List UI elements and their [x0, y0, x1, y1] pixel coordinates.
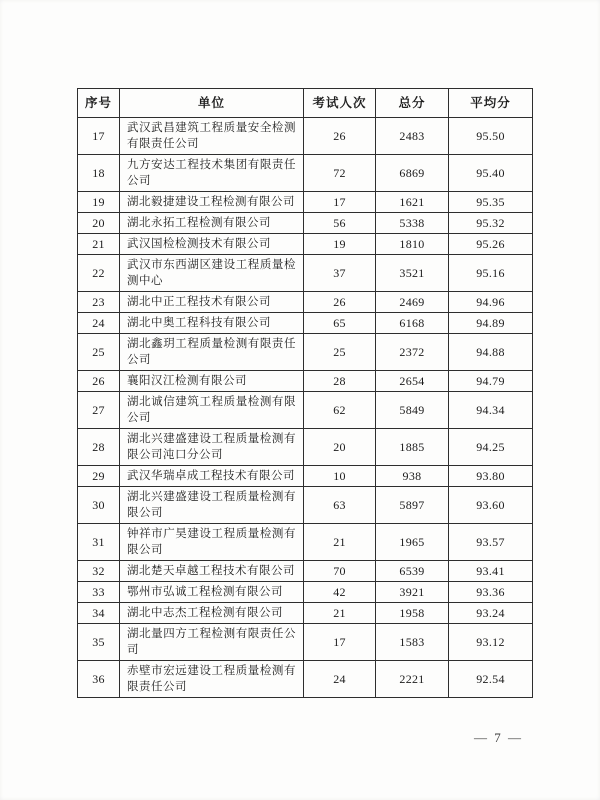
cell-total-score: 1885 [376, 429, 449, 466]
cell-unit: 武汉华瑞卓成工程技术有限公司 [120, 466, 304, 487]
header-total-score: 总分 [376, 89, 449, 118]
cell-exam-count: 62 [304, 392, 376, 429]
table-row [78, 118, 533, 155]
cell-total-score: 5897 [376, 487, 449, 524]
cell-index: 36 [78, 661, 120, 698]
cell-total-score: 2654 [376, 371, 449, 392]
cell-unit: 九方安达工程技术集团有限责任公司 [120, 155, 304, 192]
cell-index: 34 [78, 603, 120, 624]
cell-index: 24 [78, 313, 120, 334]
cell-index: 31 [78, 524, 120, 561]
cell-average-score: 95.35 [449, 192, 533, 213]
cell-exam-count: 20 [304, 429, 376, 466]
cell-index: 28 [78, 429, 120, 466]
cell-index: 32 [78, 561, 120, 582]
cell-exam-count: 21 [304, 524, 376, 561]
cell-unit: 湖北兴建盛建设工程质量检测有限公司沌口分公司 [120, 429, 304, 466]
cell-average-score: 93.36 [449, 582, 533, 603]
cell-average-score: 94.34 [449, 392, 533, 429]
cell-average-score: 94.25 [449, 429, 533, 466]
cell-exam-count: 26 [304, 292, 376, 313]
cell-index: 26 [78, 371, 120, 392]
cell-unit: 武汉国检检测技术有限公司 [120, 234, 304, 255]
cell-total-score: 3921 [376, 582, 449, 603]
cell-total-score: 1583 [376, 624, 449, 661]
cell-exam-count: 65 [304, 313, 376, 334]
cell-total-score: 5849 [376, 392, 449, 429]
cell-total-score: 1958 [376, 603, 449, 624]
cell-unit: 湖北中志杰工程检测有限公司 [120, 603, 304, 624]
cell-average-score: 93.41 [449, 561, 533, 582]
cell-unit: 襄阳汉江检测有限公司 [120, 371, 304, 392]
cell-average-score: 93.60 [449, 487, 533, 524]
cell-exam-count: 10 [304, 466, 376, 487]
table-row [78, 661, 533, 698]
cell-total-score: 1621 [376, 192, 449, 213]
cell-index: 27 [78, 392, 120, 429]
table-row [78, 561, 533, 582]
cell-index: 30 [78, 487, 120, 524]
cell-index: 20 [78, 213, 120, 234]
table-row [78, 624, 533, 661]
cell-total-score: 6869 [376, 155, 449, 192]
cell-unit: 湖北诚信建筑工程质量检测有限公司 [120, 392, 304, 429]
cell-exam-count: 28 [304, 371, 376, 392]
table-row [78, 334, 533, 371]
cell-total-score: 6168 [376, 313, 449, 334]
cell-index: 21 [78, 234, 120, 255]
cell-average-score: 92.54 [449, 661, 533, 698]
table-row [78, 392, 533, 429]
cell-exam-count: 37 [304, 255, 376, 292]
cell-index: 17 [78, 118, 120, 155]
table-row [78, 155, 533, 192]
table-row [78, 255, 533, 292]
score-table [77, 88, 533, 698]
cell-unit: 湖北中奥工程科技有限公司 [120, 313, 304, 334]
cell-unit: 鄂州市弘诚工程检测有限公司 [120, 582, 304, 603]
cell-index: 23 [78, 292, 120, 313]
cell-total-score: 2372 [376, 334, 449, 371]
cell-unit: 武汉市东西湖区建设工程质量检测中心 [120, 255, 304, 292]
cell-exam-count: 25 [304, 334, 376, 371]
cell-total-score: 5338 [376, 213, 449, 234]
cell-total-score: 2483 [376, 118, 449, 155]
cell-index: 18 [78, 155, 120, 192]
cell-unit: 湖北毅捷建设工程检测有限公司 [120, 192, 304, 213]
cell-unit: 钟祥市广昊建设工程质量检测有限公司 [120, 524, 304, 561]
cell-unit: 湖北永拓工程检测有限公司 [120, 213, 304, 234]
cell-unit: 赤壁市宏远建设工程质量检测有限责任公司 [120, 661, 304, 698]
cell-unit: 湖北中正工程技术有限公司 [120, 292, 304, 313]
cell-exam-count: 63 [304, 487, 376, 524]
table-row [78, 603, 533, 624]
header-unit: 单位 [120, 89, 304, 118]
cell-unit: 武汉武昌建筑工程质量安全检测有限责任公司 [120, 118, 304, 155]
table-row [78, 371, 533, 392]
cell-average-score: 94.88 [449, 334, 533, 371]
cell-average-score: 93.57 [449, 524, 533, 561]
cell-average-score: 95.16 [449, 255, 533, 292]
cell-average-score: 93.80 [449, 466, 533, 487]
table-row [78, 313, 533, 334]
cell-exam-count: 24 [304, 661, 376, 698]
cell-exam-count: 17 [304, 192, 376, 213]
cell-average-score: 94.79 [449, 371, 533, 392]
cell-unit: 湖北楚天卓越工程技术有限公司 [120, 561, 304, 582]
table-body [78, 118, 533, 698]
cell-average-score: 95.50 [449, 118, 533, 155]
header-average-score: 平均分 [449, 89, 533, 118]
cell-index: 33 [78, 582, 120, 603]
table-row [78, 234, 533, 255]
table-row [78, 192, 533, 213]
cell-average-score: 93.12 [449, 624, 533, 661]
table-row [78, 524, 533, 561]
cell-exam-count: 72 [304, 155, 376, 192]
page-number: — 7 — [474, 730, 523, 745]
cell-unit: 湖北鑫玥工程质量检测有限责任公司 [120, 334, 304, 371]
header-index: 序号 [78, 89, 120, 118]
cell-exam-count: 26 [304, 118, 376, 155]
cell-exam-count: 42 [304, 582, 376, 603]
table-row [78, 429, 533, 466]
cell-index: 19 [78, 192, 120, 213]
cell-exam-count: 21 [304, 603, 376, 624]
cell-average-score: 93.24 [449, 603, 533, 624]
cell-exam-count: 56 [304, 213, 376, 234]
cell-exam-count: 70 [304, 561, 376, 582]
cell-index: 35 [78, 624, 120, 661]
cell-average-score: 95.32 [449, 213, 533, 234]
table-row [78, 292, 533, 313]
cell-total-score: 1810 [376, 234, 449, 255]
cell-index: 29 [78, 466, 120, 487]
table-row [78, 582, 533, 603]
cell-exam-count: 19 [304, 234, 376, 255]
table-header-row [78, 89, 533, 118]
cell-total-score: 6539 [376, 561, 449, 582]
header-exam-count: 考试人次 [304, 89, 376, 118]
cell-total-score: 3521 [376, 255, 449, 292]
cell-unit: 湖北量四方工程检测有限责任公司 [120, 624, 304, 661]
cell-average-score: 95.26 [449, 234, 533, 255]
cell-average-score: 95.40 [449, 155, 533, 192]
cell-index: 25 [78, 334, 120, 371]
cell-total-score: 938 [376, 466, 449, 487]
cell-unit: 湖北兴建盛建设工程质量检测有限公司 [120, 487, 304, 524]
table-row [78, 487, 533, 524]
cell-total-score: 2469 [376, 292, 449, 313]
cell-exam-count: 17 [304, 624, 376, 661]
table-row [78, 213, 533, 234]
cell-average-score: 94.89 [449, 313, 533, 334]
cell-index: 22 [78, 255, 120, 292]
cell-total-score: 1965 [376, 524, 449, 561]
table-row [78, 466, 533, 487]
cell-total-score: 2221 [376, 661, 449, 698]
cell-average-score: 94.96 [449, 292, 533, 313]
